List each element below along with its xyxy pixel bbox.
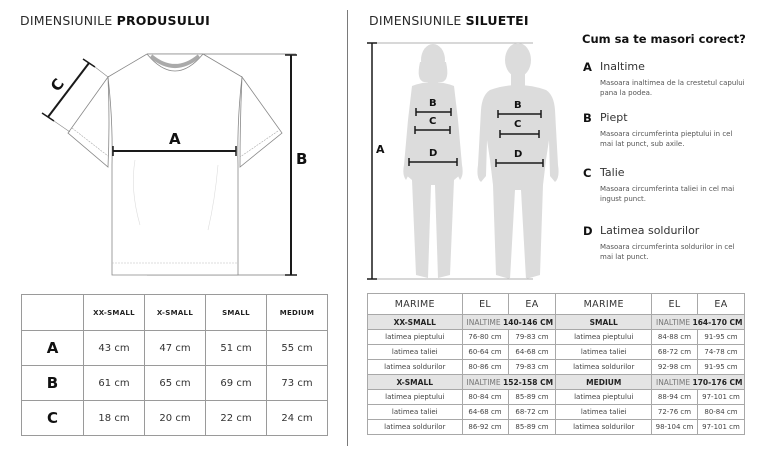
female-label-c: C — [429, 116, 437, 127]
guide-title: Cum sa te masori corect? — [582, 32, 746, 46]
male-label-d: D — [514, 149, 523, 160]
table-cell: 76-80 cm — [462, 330, 508, 345]
table-cell: 65 cm — [145, 366, 206, 401]
guide-letter: B — [583, 111, 592, 125]
male-label-b: B — [514, 100, 522, 111]
product-size-table — [21, 294, 328, 436]
table-cell: 80-84 cm — [697, 405, 744, 420]
table-cell: 61 cm — [84, 366, 145, 401]
header-el: EL — [651, 294, 697, 315]
table-cell: 55 cm — [267, 331, 328, 366]
male-silhouette-icon — [477, 43, 558, 279]
table-cell: 80-86 cm — [462, 360, 508, 375]
guide-desc: Masoara circumferinta taliei in cel mai ingust punct. — [600, 185, 735, 203]
measure-label: latimea soldurilor — [368, 360, 463, 375]
guide-desc: Masoara circumferinta soldurilor in cel mai lat punct. — [600, 243, 735, 261]
table-cell: 68-72 cm — [651, 345, 697, 360]
table-cell: 86-92 cm — [462, 420, 508, 435]
table-cell: 60-64 cm — [462, 345, 508, 360]
guide-name: Piept — [600, 111, 628, 124]
measure-label: latimea pieptului — [368, 330, 463, 345]
height-range: INALTIME 164-170 CM — [651, 315, 744, 330]
measure-label: latimea soldurilor — [368, 420, 463, 435]
guide-name: Inaltime — [600, 60, 645, 73]
female-label-b: B — [429, 98, 437, 109]
female-label-d: D — [429, 148, 438, 159]
table-cell: 43 cm — [84, 331, 145, 366]
table-row — [368, 405, 745, 420]
header-marime: MARIME — [368, 294, 463, 315]
table-cell: 80-84 cm — [462, 390, 508, 405]
product-section-title: DIMENSIUNILE PRODUSULUI — [20, 13, 211, 28]
size-label: XX-SMALL — [368, 315, 463, 330]
table-header-x-small: X-SMALL — [145, 295, 206, 331]
table-cell: 98-104 cm — [651, 420, 697, 435]
silhouette-section-title: DIMENSIUNILE SILUETEI — [369, 13, 529, 28]
guide-letter: D — [583, 224, 593, 238]
table-cell: 64-68 cm — [462, 405, 508, 420]
table-header-empty — [22, 295, 84, 331]
table-row — [368, 345, 745, 360]
male-label-c: C — [514, 119, 522, 130]
measure-label: latimea taliei — [556, 405, 652, 420]
dimension-label-b: B — [296, 150, 308, 168]
measure-label: latimea taliei — [368, 345, 463, 360]
table-cell: 88-94 cm — [651, 390, 697, 405]
table-cell: 91-95 cm — [697, 330, 744, 345]
table-cell: 69 cm — [206, 366, 267, 401]
header-ea: EA — [697, 294, 744, 315]
height-range: INALTIME 140-146 CM — [462, 315, 556, 330]
table-cell: 64-68 cm — [508, 345, 556, 360]
height-range: INALTIME 152-158 CM — [462, 375, 556, 390]
silhouette-label-a: A — [376, 143, 385, 156]
row-label-c: C — [22, 401, 84, 436]
measure-label: latimea soldurilor — [556, 420, 652, 435]
table-cell: 47 cm — [145, 331, 206, 366]
table-row — [22, 366, 328, 401]
measure-label: latimea pieptului — [556, 330, 652, 345]
silhouette-size-table — [367, 293, 745, 435]
dimension-label-a: A — [169, 130, 181, 148]
female-silhouette-icon — [403, 44, 462, 278]
measure-label: latimea pieptului — [368, 390, 463, 405]
guide-desc: Masoara circumferinta pieptului in cel mai lat punct, sub axile. — [600, 130, 733, 148]
height-range: INALTIME 170-176 CM — [651, 375, 744, 390]
header-el: EL — [462, 294, 508, 315]
table-cell: 85-89 cm — [508, 420, 556, 435]
table-header-row — [22, 295, 328, 331]
table-cell: 51 cm — [206, 331, 267, 366]
header-marime: MARIME — [556, 294, 652, 315]
table-cell: 85-89 cm — [508, 390, 556, 405]
table-cell: 84-88 cm — [651, 330, 697, 345]
table-cell: 20 cm — [145, 401, 206, 436]
table-row — [22, 331, 328, 366]
measure-label: latimea soldurilor — [556, 360, 652, 375]
table-cell: 97-101 cm — [697, 390, 744, 405]
size-group-row — [368, 315, 745, 330]
table-cell: 72-76 cm — [651, 405, 697, 420]
table-cell: 91-95 cm — [697, 360, 744, 375]
guide-letter: C — [583, 166, 592, 180]
table-header-row — [368, 294, 745, 315]
table-cell: 74-78 cm — [697, 345, 744, 360]
table-cell: 22 cm — [206, 401, 267, 436]
size-label: MEDIUM — [556, 375, 652, 390]
measure-label: latimea taliei — [368, 405, 463, 420]
table-header-xx-small: XX-SMALL — [84, 295, 145, 331]
section-divider — [347, 10, 348, 446]
table-row — [368, 360, 745, 375]
guide-name: Latimea soldurilor — [600, 224, 700, 237]
size-label: X-SMALL — [368, 375, 463, 390]
table-row — [368, 420, 745, 435]
table-cell: 79-83 cm — [508, 360, 556, 375]
table-row — [368, 390, 745, 405]
measure-label: latimea taliei — [556, 345, 652, 360]
table-cell: 24 cm — [267, 401, 328, 436]
table-cell: 68-72 cm — [508, 405, 556, 420]
row-label-b: B — [22, 366, 84, 401]
row-label-a: A — [22, 331, 84, 366]
table-header-small: SMALL — [206, 295, 267, 331]
guide-desc: Masoara inaltimea de la crestetul capului pana la podea. — [600, 79, 745, 97]
table-cell: 79-83 cm — [508, 330, 556, 345]
guide-letter: A — [583, 60, 592, 74]
size-group-row — [368, 375, 745, 390]
table-row — [22, 401, 328, 436]
table-cell: 92-98 cm — [651, 360, 697, 375]
table-row — [368, 330, 745, 345]
header-ea: EA — [508, 294, 556, 315]
size-label: SMALL — [556, 315, 652, 330]
table-cell: 97-101 cm — [697, 420, 744, 435]
measure-label: latimea pieptului — [556, 390, 652, 405]
table-header-medium: MEDIUM — [267, 295, 328, 331]
dimension-label-c: C — [47, 75, 69, 95]
guide-name: Talie — [600, 166, 625, 179]
table-cell: 73 cm — [267, 366, 328, 401]
table-cell: 18 cm — [84, 401, 145, 436]
